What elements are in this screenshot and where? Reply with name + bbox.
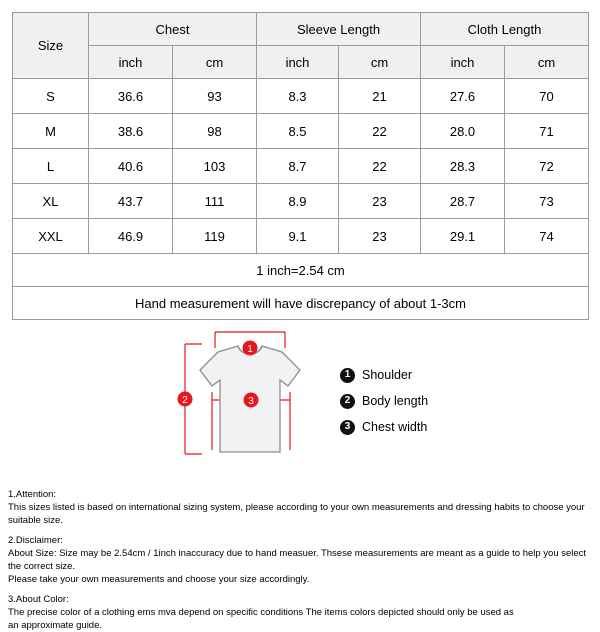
cell-sleeve-inch: 8.5: [257, 114, 339, 149]
header-sleeve-cm: cm: [339, 46, 421, 79]
table-row: [13, 114, 589, 149]
header-chest-inch: inch: [89, 46, 173, 79]
note-attention-heading: 1.Attention:: [8, 489, 57, 500]
cell-sleeve-cm: 21: [339, 79, 421, 114]
header-cloth-length: Cloth Length: [421, 13, 589, 46]
cell-cloth-inch: 29.1: [421, 219, 505, 254]
cell-sleeve-cm: 22: [339, 149, 421, 184]
shirt-diagram: [0, 326, 600, 476]
table-row: [13, 79, 589, 114]
cell-sleeve-inch: 8.3: [257, 79, 339, 114]
table-header-row-groups: [13, 13, 589, 46]
header-cloth-cm: cm: [505, 46, 589, 79]
cell-chest-cm: 119: [173, 219, 257, 254]
table-header-row-units: [13, 46, 589, 79]
cell-sleeve-inch: 8.7: [257, 149, 339, 184]
marker-1: [243, 341, 258, 356]
note-disclaimer-line1: About Size: Size may be 2.54cm / 1inch inaccuracy due to hand measuer. Thsese measurements are meant as a guide to help you select the correct size.: [8, 548, 587, 572]
note-color-heading: 3.About Color:: [8, 594, 69, 605]
header-size: Size: [13, 13, 89, 79]
size-table: [12, 12, 589, 320]
note-color-line1: The precise color of a clothing ems mva depend on specific conditions The items colors depicted should only be used as: [8, 607, 514, 618]
cell-chest-cm: 93: [173, 79, 257, 114]
cell-cloth-inch: 27.6: [421, 79, 505, 114]
cell-size: M: [13, 114, 89, 149]
cell-chest-cm: 98: [173, 114, 257, 149]
cell-chest-inch: 36.6: [89, 79, 173, 114]
legend-item-shoulder: [340, 362, 428, 388]
cell-cloth-inch: 28.0: [421, 114, 505, 149]
legend-label-body-length: Body length: [362, 394, 429, 408]
note-attention-body: This sizes listed is based on international sizing system, please according to your own measurements and dressing habits to choose your suitable size.: [8, 502, 585, 526]
header-sleeve-length: Sleeve Length: [257, 13, 421, 46]
cell-chest-inch: 43.7: [89, 184, 173, 219]
cell-sleeve-inch: 8.9: [257, 184, 339, 219]
legend-item-chest-width: [340, 414, 428, 440]
header-cloth-inch: inch: [421, 46, 505, 79]
note-color-line2: an approximate guide.: [8, 620, 103, 631]
cell-size: XL: [13, 184, 89, 219]
table-row: [13, 149, 589, 184]
table-row: [13, 184, 589, 219]
cell-chest-inch: 38.6: [89, 114, 173, 149]
tshirt-illustration: [160, 326, 350, 471]
legend-label-shoulder: Shoulder: [362, 368, 413, 382]
table-footer-row-discrepancy: [13, 287, 589, 320]
cell-chest-cm: 111: [173, 184, 257, 219]
cell-size: S: [13, 79, 89, 114]
note-inch-conversion: 1 inch=2.54 cm: [13, 254, 589, 287]
marker-3: [244, 393, 259, 408]
number-2-icon: 2: [340, 394, 355, 409]
note-disclaimer-heading: 2.Disclaimer:: [8, 535, 63, 546]
cell-sleeve-cm: 23: [339, 184, 421, 219]
svg-text:2: 2: [182, 395, 188, 406]
svg-text:3: 3: [248, 396, 254, 407]
svg-text:1: 1: [247, 344, 253, 355]
cell-chest-cm: 103: [173, 149, 257, 184]
cell-size: XXL: [13, 219, 89, 254]
cell-sleeve-cm: 22: [339, 114, 421, 149]
cell-sleeve-inch: 9.1: [257, 219, 339, 254]
footer-notes: [8, 488, 592, 632]
header-chest-cm: cm: [173, 46, 257, 79]
legend-label-chest-width: Chest width: [362, 420, 428, 434]
diagram-legend: [340, 362, 428, 440]
cell-cloth-cm: 73: [505, 184, 589, 219]
cell-cloth-cm: 71: [505, 114, 589, 149]
cell-sleeve-cm: 23: [339, 219, 421, 254]
cell-cloth-cm: 70: [505, 79, 589, 114]
cell-cloth-cm: 72: [505, 149, 589, 184]
header-sleeve-inch: inch: [257, 46, 339, 79]
cell-size: L: [13, 149, 89, 184]
marker-2: [178, 392, 193, 407]
note-hand-measurement: Hand measurement will have discrepancy of about 1-3cm: [13, 287, 589, 320]
cell-cloth-inch: 28.3: [421, 149, 505, 184]
cell-chest-inch: 40.6: [89, 149, 173, 184]
cell-cloth-inch: 28.7: [421, 184, 505, 219]
cell-cloth-cm: 74: [505, 219, 589, 254]
cell-chest-inch: 46.9: [89, 219, 173, 254]
table-footer-row-conversion: [13, 254, 589, 287]
table-row: [13, 219, 589, 254]
number-1-icon: 1: [340, 368, 355, 383]
number-3-icon: 3: [340, 420, 355, 435]
header-chest: Chest: [89, 13, 257, 46]
legend-item-body-length: [340, 388, 428, 414]
note-disclaimer-line2: Please take your own measurements and choose your size accordingly.: [8, 574, 310, 585]
